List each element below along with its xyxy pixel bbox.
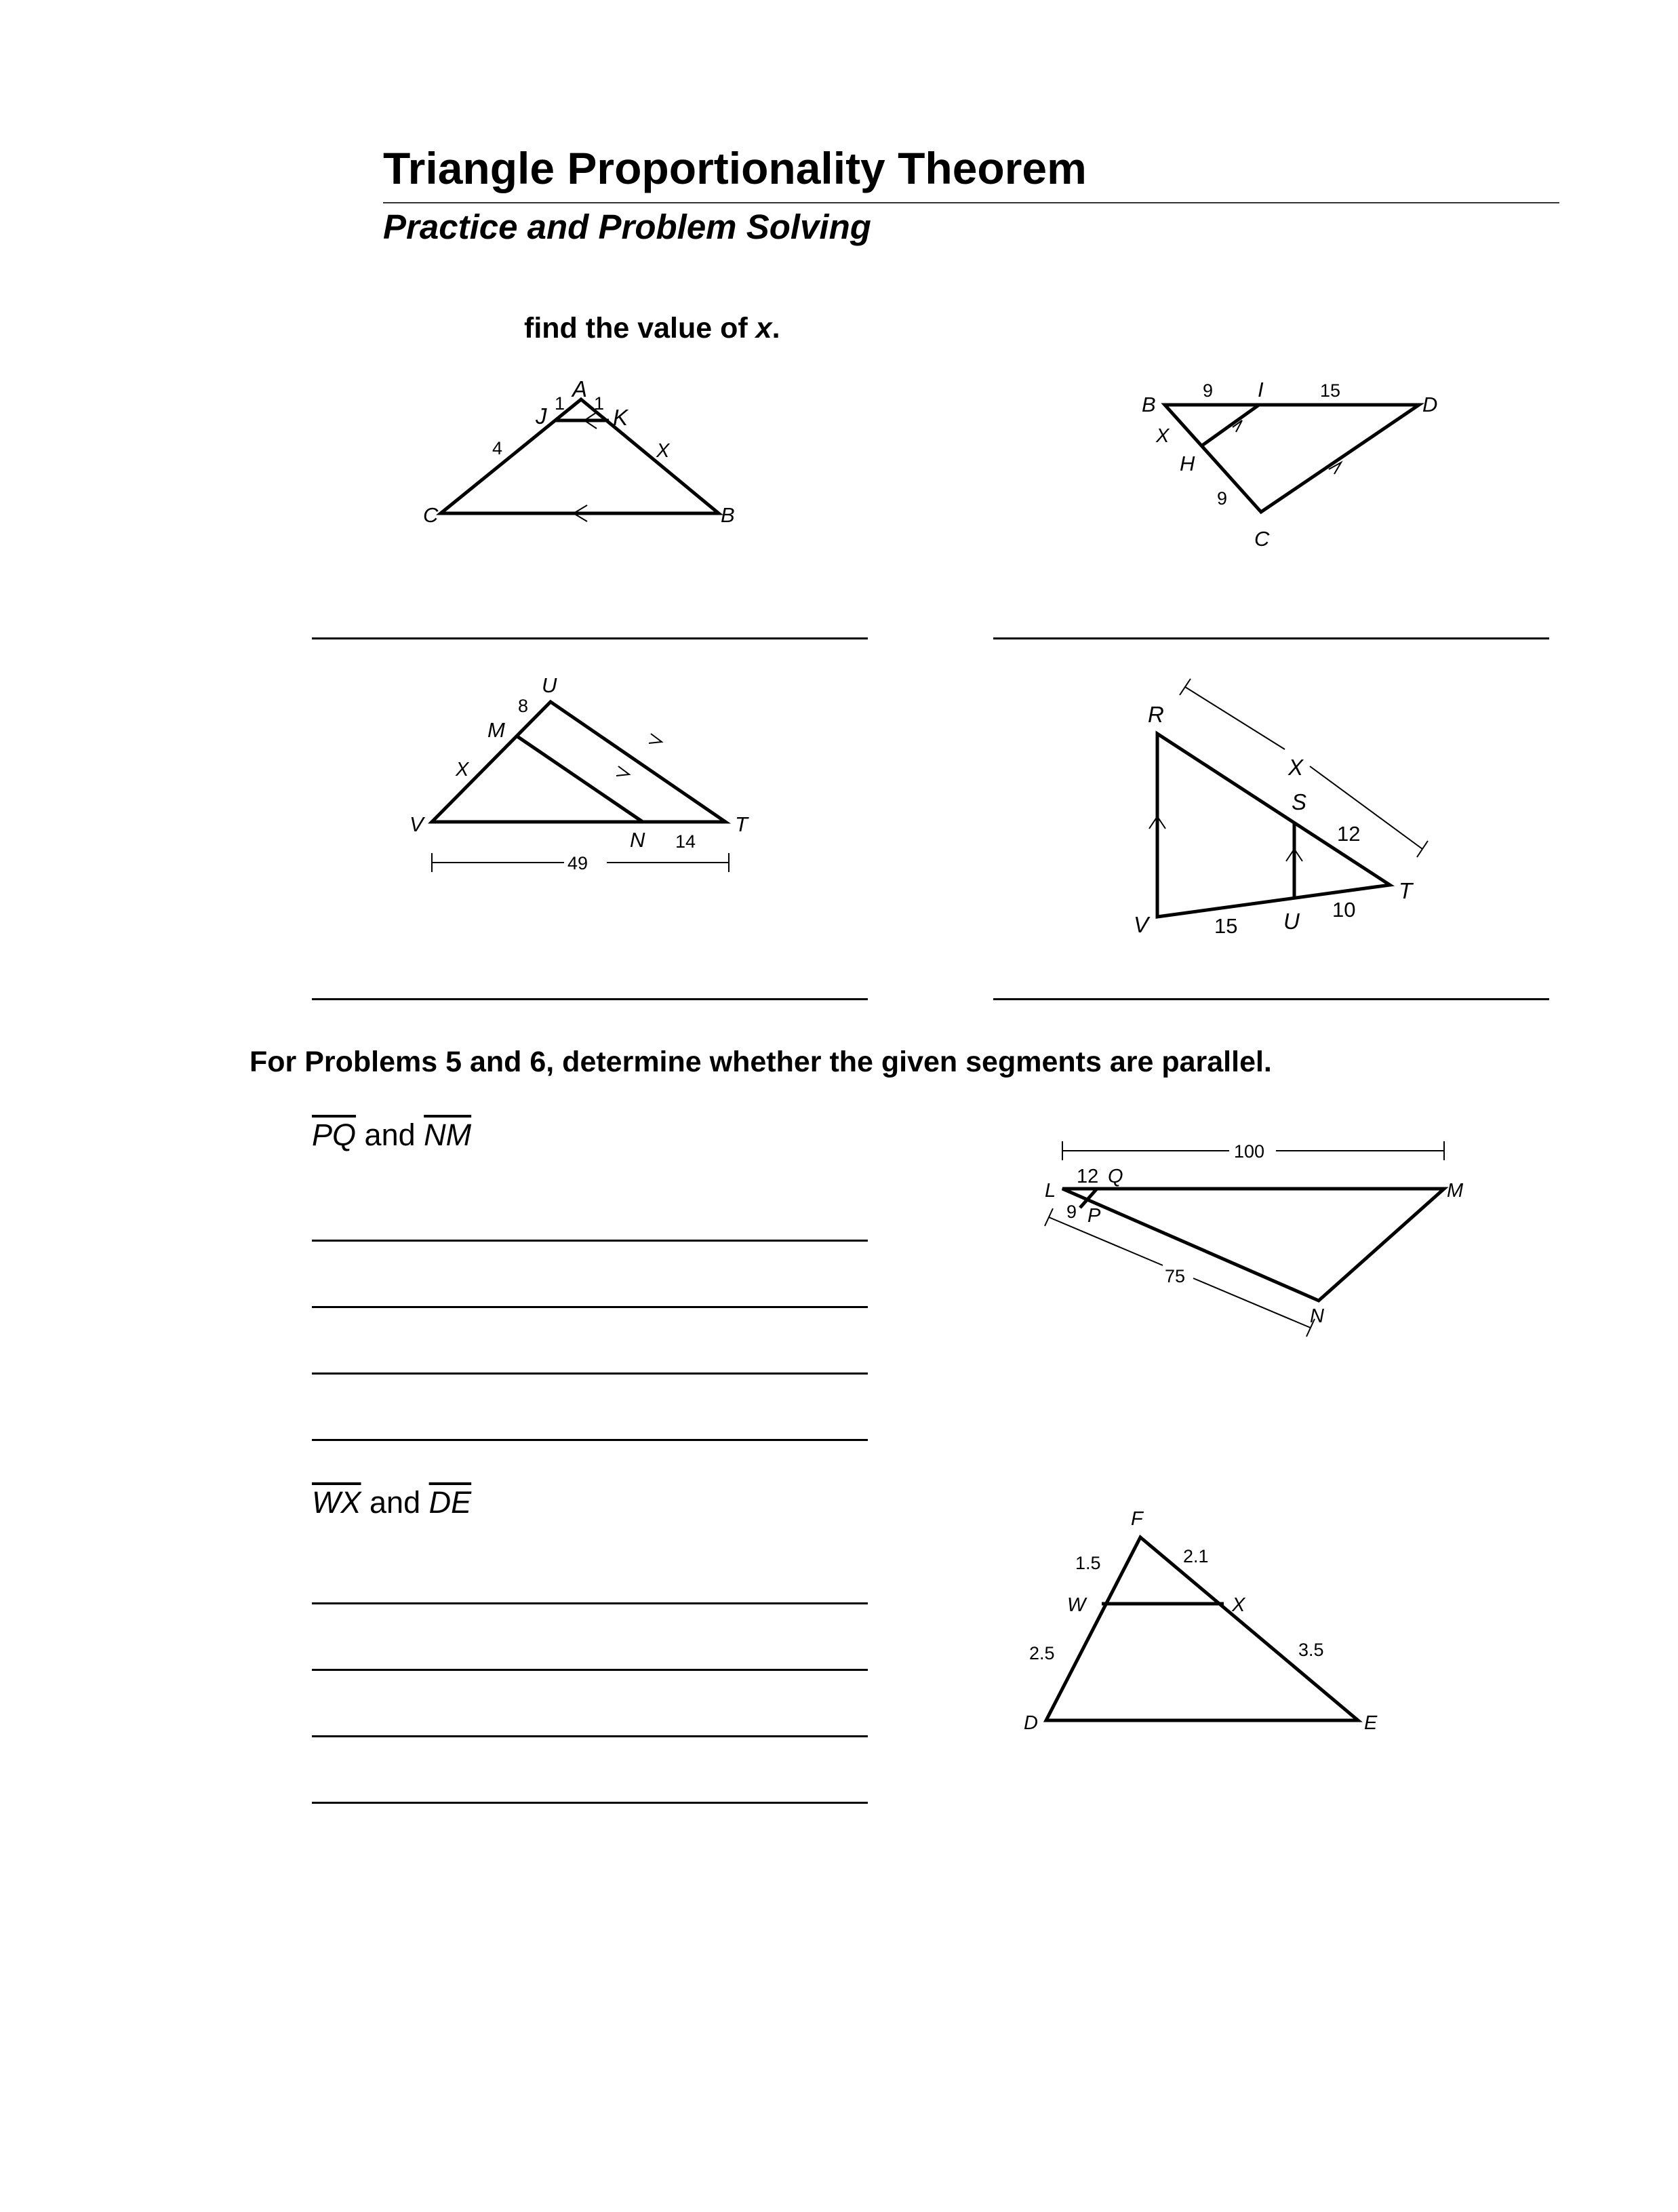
fig3-parallel-arrow-mn: [616, 766, 629, 776]
fig3-label-8: 8: [518, 696, 529, 716]
fig3-label-v: V: [409, 812, 424, 836]
segment-pq: $\overline{PQ}$: [312, 1118, 357, 1152]
fig4-dimension-x: [1185, 687, 1285, 749]
fig5-label-100: 100: [1234, 1141, 1265, 1162]
fig5-label-q: Q: [1108, 1166, 1123, 1187]
fig4-label-15: 15: [1214, 914, 1238, 938]
segment-de: $\overline{DE}$: [428, 1485, 472, 1520]
fig5-label-l: L: [1045, 1180, 1056, 1202]
fig1-label-1-right: 1: [594, 393, 605, 414]
fig3-label-u: U: [542, 673, 557, 697]
fig3-label-14: 14: [675, 831, 696, 852]
fig4-label-x: X: [1288, 755, 1304, 780]
segment-nm: $\overline{NM}$: [424, 1118, 472, 1152]
fig1-label-c: C: [423, 503, 439, 527]
fig5-dimension-75-right: [1193, 1278, 1311, 1328]
fig6-label-3-5: 3.5: [1298, 1640, 1324, 1660]
section2-instruction: For Problems 5 and 6, determine whether the given segments are parallel.: [249, 1046, 1272, 1078]
fig3-triangle-vut: [432, 702, 725, 822]
figure-1-triangle: [441, 399, 719, 513]
fig1-label-4: 4: [492, 438, 503, 458]
fig4-dimension-12: [1310, 766, 1422, 849]
fig2-label-c: C: [1254, 527, 1270, 551]
fig3-label-x: X: [456, 759, 469, 781]
and-text: and: [364, 1118, 416, 1152]
fig4-label-r: R: [1148, 702, 1164, 727]
fig4-dimension-tick-top: [1180, 679, 1191, 695]
fig6-label-2-1: 2.1: [1183, 1546, 1209, 1566]
fig3-parallel-arrow-ut: [649, 734, 662, 743]
fig5-dimension-tick-start: [1045, 1208, 1053, 1226]
page-subtitle: Practice and Problem Solving: [383, 208, 871, 246]
figure-marks: [432, 412, 1444, 1337]
and-text: and: [369, 1485, 421, 1520]
fig3-segment-mn: [517, 736, 643, 822]
fig4-label-12: 12: [1337, 822, 1361, 846]
fig2-triangle-bdc: [1165, 405, 1419, 512]
fig2-label-b: B: [1142, 393, 1156, 416]
fig6-label-f: F: [1131, 1508, 1143, 1530]
fig5-triangle-lmn: [1062, 1189, 1444, 1301]
fig6-label-1-5: 1.5: [1075, 1553, 1101, 1573]
fig2-segment-ih: [1202, 405, 1259, 446]
fig2-label-x: X: [1156, 425, 1170, 447]
fig4-label-t: T: [1399, 878, 1413, 903]
page-title: Triangle Proportionality Theorem: [383, 143, 1087, 193]
fig4-label-u: U: [1283, 909, 1300, 934]
fig6-label-2-5: 2.5: [1029, 1643, 1055, 1663]
fig1-label-1-left: 1: [555, 393, 565, 414]
fig3-label-n: N: [630, 828, 645, 852]
fig6-label-d: D: [1024, 1712, 1038, 1734]
fig6-label-w: W: [1067, 1594, 1086, 1616]
fig6-label-x: X: [1232, 1594, 1245, 1616]
fig4-dimension-tick-bottom: [1417, 841, 1428, 857]
fig3-label-t: T: [735, 812, 748, 836]
section1-instruction: find the value of x.: [524, 312, 780, 344]
fig1-label-x: X: [656, 440, 670, 462]
fig2-label-9-side: 9: [1217, 488, 1228, 509]
fig2-label-9-top: 9: [1203, 380, 1214, 401]
fig1-triangle-cab: [441, 399, 719, 513]
fig4-label-10: 10: [1332, 898, 1356, 922]
fig4-label-v: V: [1134, 912, 1149, 937]
fig4-label-s: S: [1292, 789, 1307, 814]
fig1-label-b: B: [721, 503, 735, 527]
fig5-label-n: N: [1310, 1305, 1324, 1327]
figure-3-triangle: [432, 702, 725, 822]
figure-5-triangle: [1062, 1189, 1444, 1301]
fig2-label-d: D: [1422, 393, 1438, 416]
fig6-label-e: E: [1364, 1712, 1378, 1734]
fig1-label-j: J: [536, 403, 547, 429]
fig5-label-12: 12: [1077, 1166, 1099, 1187]
fig1-label-k: K: [613, 405, 628, 430]
fig2-label-15: 15: [1320, 380, 1341, 401]
fig2-label-i: I: [1258, 378, 1264, 401]
fig3-label-49: 49: [567, 853, 588, 873]
fig1-label-a: A: [572, 376, 588, 401]
fig3-label-m: M: [487, 718, 505, 742]
fig2-label-h: H: [1180, 452, 1195, 475]
figure-2-triangle: [1165, 405, 1419, 512]
fig5-label-m: M: [1447, 1180, 1464, 1202]
fig5-label-9: 9: [1066, 1202, 1077, 1222]
fig5-label-75: 75: [1165, 1266, 1186, 1286]
segment-wx: $\overline{WX}$: [312, 1485, 361, 1520]
fig5-label-p: P: [1087, 1205, 1101, 1227]
